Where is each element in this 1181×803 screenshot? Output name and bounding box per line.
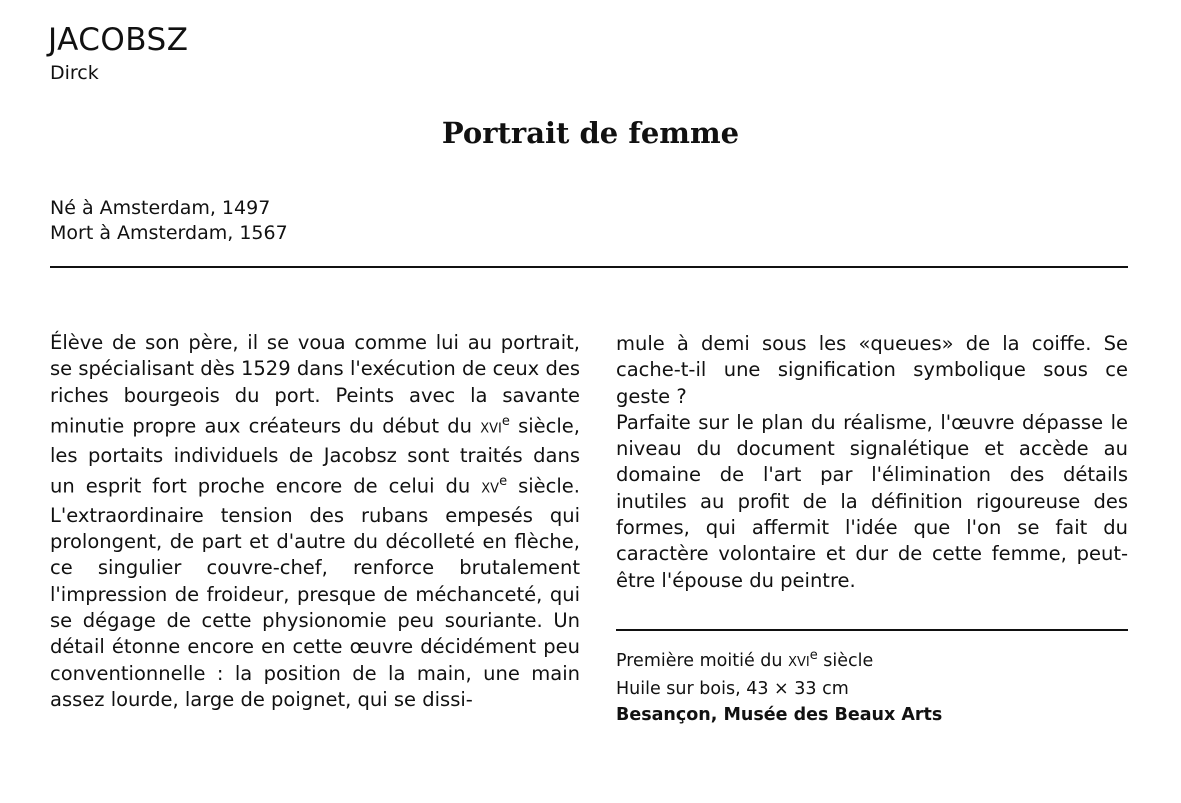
body-column-right xyxy=(616,331,1128,594)
century-numeral: XVI xyxy=(480,421,502,437)
artwork-title: Portrait de femme xyxy=(441,116,740,150)
birth-line: Né à Amsterdam, 1497 xyxy=(50,197,271,219)
caption-period-prefix: Première moitié du xyxy=(616,650,789,671)
header-divider xyxy=(50,266,1128,268)
caption-medium: Huile sur bois, 43 × 33 cm xyxy=(616,678,849,699)
century-numeral: XVI xyxy=(788,654,810,670)
artist-last-name: JACOBSZ xyxy=(48,22,189,58)
caption-divider xyxy=(616,629,1128,631)
body-paragraph: Parfaite sur le plan du réalisme, l'œuvre dépasse le niveau du document signalétique et accède au domaine de l'art par l'élimination des détails inutiles au profit de la définition rigoureuse des formes, qui affermit l'idée que l'on se fait du caractère volontaire et dur de cette femme, peut-être l'épouse du peintre. xyxy=(616,410,1128,592)
death-line: Mort à Amsterdam, 1567 xyxy=(50,222,288,244)
body-text-segment: siècle, les portaits individuels de Jacobsz sont traités dans un esprit fort proche encore de celui du xyxy=(50,414,580,498)
artist-dates xyxy=(50,196,288,246)
caption-period xyxy=(616,643,942,676)
artwork-caption xyxy=(616,643,942,728)
caption-period-suffix: siècle xyxy=(817,650,874,671)
caption-museum: Besançon, Musée des Beaux Arts xyxy=(616,704,943,725)
century-superscript: e xyxy=(499,473,508,489)
century-superscript: e xyxy=(809,648,818,663)
artist-first-name: Dirck xyxy=(50,62,99,84)
body-text-segment: siècle. L'extraordinaire tension des rubans empesés qui prolongent, de part et d'autre du décolleté en flèche, ce singulier couvre-chef, renforce brutalement l'impression de froideur, presque de méchanceté, qui se dégage de cette physionomie peu souriante. Un détail étonne encore en cette œuvre décidément peu conventionnelle : la position de la main, une main assez lourde, large de poignet, qui se dissi- xyxy=(50,474,580,711)
body-paragraph: mule à demi sous les «queues» de la coiffe. Se cache-t-il une signification symbolique sous ce geste ? xyxy=(616,332,1128,408)
body-paragraph xyxy=(50,330,580,713)
century-superscript: e xyxy=(501,413,510,429)
body-column-left xyxy=(50,330,580,713)
body-text-segment: Élève de son père, il se voua comme lui au portrait, se spécialisant dès 1529 dans l'exécution de ceux des riches bourgeois du port. Peints avec la savante minutie propre aux créateurs du début du xyxy=(50,331,580,438)
century-numeral: XV xyxy=(481,481,500,497)
